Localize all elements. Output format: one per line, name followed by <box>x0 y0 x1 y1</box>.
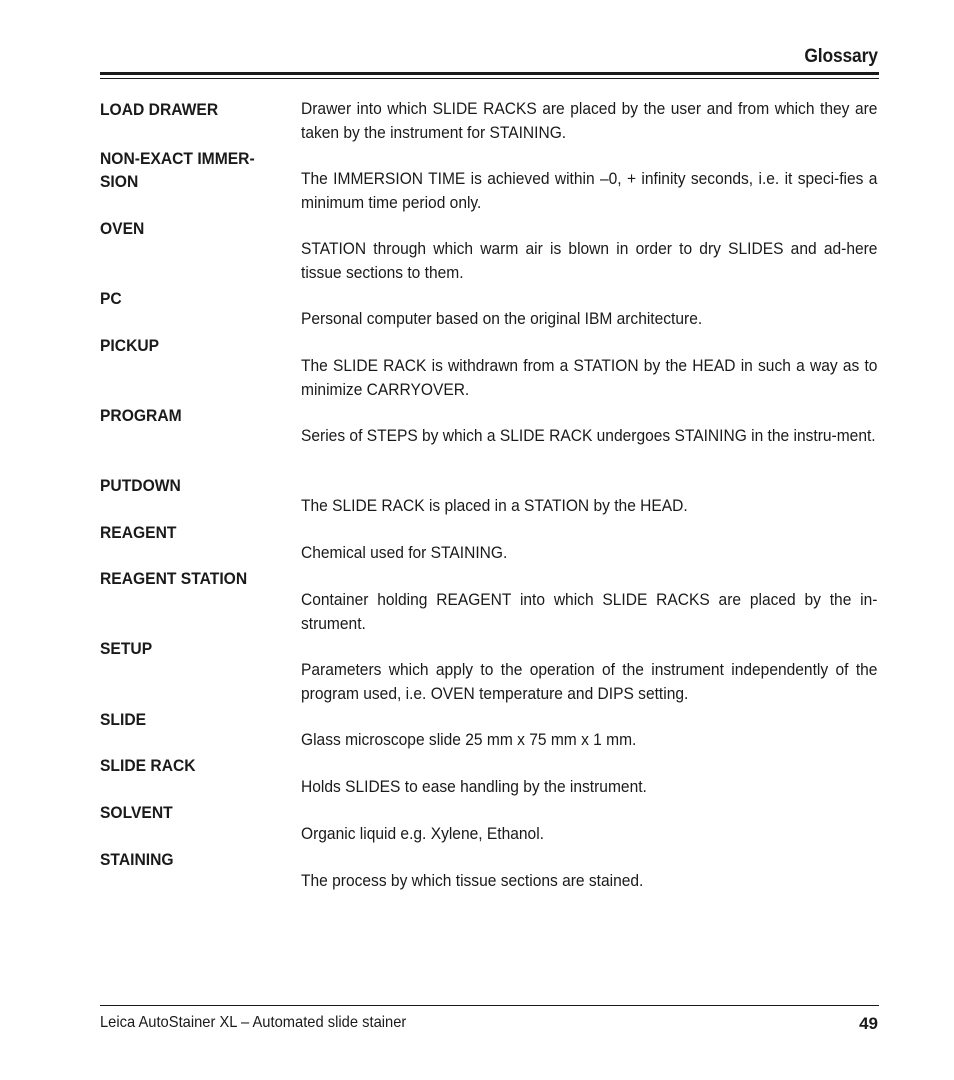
glossary-term: PICKUP <box>100 336 160 355</box>
glossary-definition: The process by which tissue sections are stained. <box>301 871 644 890</box>
glossary-term: SOLVENT <box>100 803 173 822</box>
glossary-definition: Holds SLIDES to ease handling by the instrument. <box>301 777 647 796</box>
glossary-term: SLIDE <box>100 710 147 729</box>
glossary-definition: The SLIDE RACK is withdrawn from a STATION by the HEAD in such a way as to minimize CARRYOVER. <box>301 356 878 399</box>
glossary-definition: Drawer into which SLIDE RACKS are placed by the user and from which they are taken by the instrument for STAINING. <box>301 99 878 142</box>
glossary-definition: Organic liquid e.g. Xylene, Ethanol. <box>301 824 544 843</box>
glossary-definition: Chemical used for STAINING. <box>301 543 508 562</box>
page-title: Glossary <box>804 46 878 67</box>
glossary-definition: Parameters which apply to the operation of the instrument independently of the program used, i.e. OVEN temperature and DIPS setting. <box>301 660 878 703</box>
glossary-term: SLIDE RACK <box>100 756 196 775</box>
glossary-term: REAGENT <box>100 523 177 542</box>
footer-rule <box>100 1005 879 1006</box>
glossary-term: PC <box>100 289 122 308</box>
glossary-term: LOAD DRAWER <box>100 100 219 119</box>
glossary-term: PROGRAM <box>100 406 182 425</box>
glossary-term: SETUP <box>100 639 153 658</box>
glossary-definition: Container holding REAGENT into which SLIDE RACKS are placed by the in-strument. <box>301 590 878 633</box>
page-number: 49 <box>859 1014 878 1033</box>
header-rule-thick <box>100 72 879 75</box>
glossary-term: REAGENT STATION <box>100 569 248 588</box>
glossary-definition: STATION through which warm air is blown in order to dry SLIDES and ad-here tissue sections to them. <box>301 239 878 282</box>
glossary-term: STAINING <box>100 850 174 869</box>
glossary-definition: Personal computer based on the original IBM architecture. <box>301 309 703 328</box>
glossary-term: NON-EXACT IMMER- SION <box>100 149 255 191</box>
footer-product-name: Leica AutoStainer XL – Automated slide stainer <box>100 1014 407 1031</box>
glossary-definition: The IMMERSION TIME is achieved within –0, + infinity seconds, i.e. it speci-fies a minimum time period only. <box>301 169 878 212</box>
glossary-term: OVEN <box>100 219 145 238</box>
glossary-definition: Series of STEPS by which a SLIDE RACK undergoes STAINING in the instru-ment. <box>301 426 876 445</box>
glossary-term: PUTDOWN <box>100 476 181 495</box>
header-rule-thin <box>100 78 879 79</box>
glossary-definition: The SLIDE RACK is placed in a STATION by the HEAD. <box>301 496 688 515</box>
glossary-definition: Glass microscope slide 25 mm x 75 mm x 1 mm. <box>301 730 637 749</box>
